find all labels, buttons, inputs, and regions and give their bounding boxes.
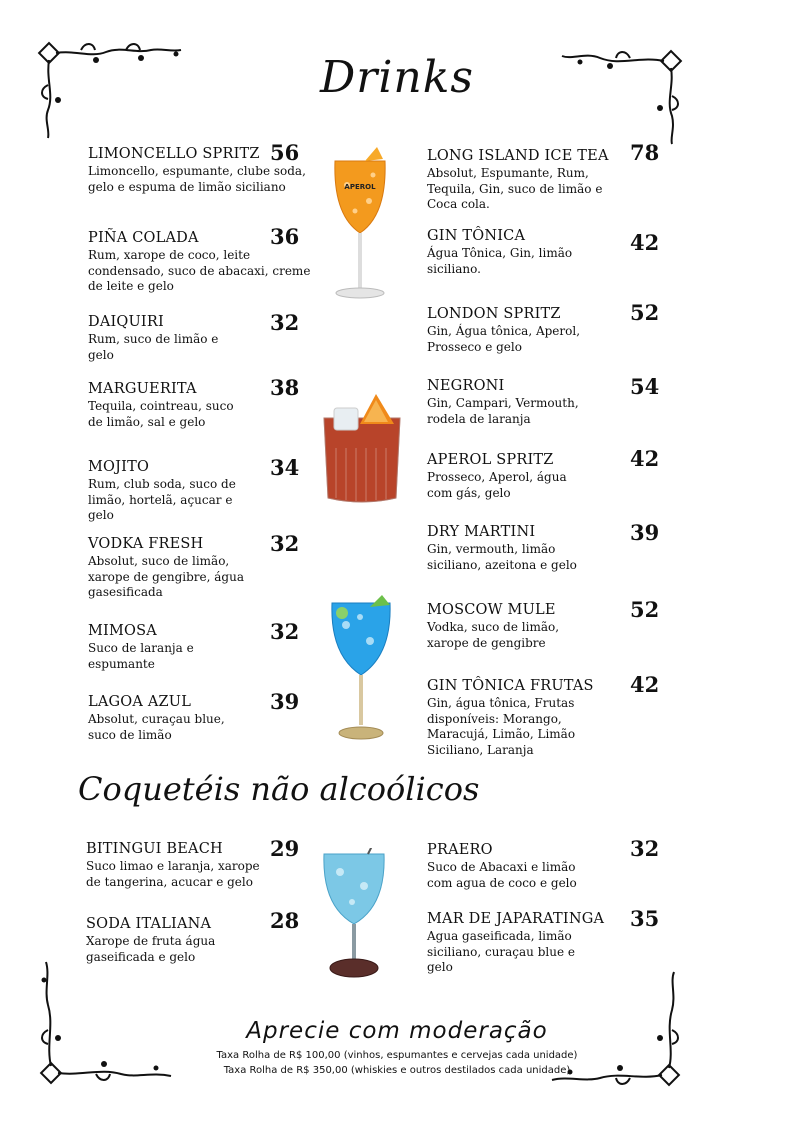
item-name: BITINGUI BEACH [86,841,223,857]
item-description: Xarope de fruta água gaseificada e gelo [86,934,216,964]
item-name: APEROL SPRITZ [427,452,554,468]
item-description: Limoncello, espumante, clube soda, gelo e espuma de limão siciliano [88,164,306,194]
item-name: DRY MARTINI [427,524,536,540]
soda-glass-icon [318,848,390,980]
negroni-glass-icon [316,388,408,510]
item-description: Rum, xarope de coco, leite condensado, suco de abacaxi, creme de leite e gelo [88,248,311,293]
item-price: 78 [630,140,660,165]
item-price: 42 [630,672,660,697]
item-description: Água Tônica, Gin, limão siciliano. [427,246,573,276]
item-description: Gin, vermouth, limão siciliano, azeitona e gelo [427,542,577,572]
item-description: Vodka, suco de limão, xarope de gengibre [427,620,560,650]
aperol-spritz-glass-icon [325,145,395,305]
item-description: Gin, Campari, Vermouth, rodela de laranja [427,396,579,426]
item-price: 32 [270,531,300,556]
item-name: MIMOSA [88,623,157,639]
item-name: DAIQUIRI [88,314,164,330]
item-name: PIÑA COLADA [88,230,199,246]
item-description: Agua gaseificada, limão siciliano, curaçau blue e gelo [427,929,575,974]
item-name: MOJITO [88,459,150,475]
moderation-title: Aprecie com moderação [246,1018,548,1044]
item-price: 32 [630,836,660,861]
item-price: 42 [630,230,660,255]
item-price: 28 [270,908,300,933]
item-name: LONG ISLAND ICE TEA [427,148,609,164]
item-description: Prosseco, Aperol, água com gás, gelo [427,470,567,500]
item-name: LAGOA AZUL [88,694,192,710]
item-description: Absolut, suco de limão, xarope de gengibre, água gasesificada [88,554,244,599]
item-price: 38 [270,375,300,400]
item-price: 32 [270,619,300,644]
item-price: 39 [270,689,300,714]
item-name: SODA ITALIANA [86,916,212,932]
item-name: GIN TÔNICA [427,228,526,244]
item-description: Rum, suco de limão e gelo [88,332,219,362]
item-name: MOSCOW MULE [427,602,556,618]
item-name: GIN TÔNICA FRUTAS [427,678,594,694]
lagoa-azul-glass-icon [326,595,396,745]
item-description: Tequila, cointreau, suco de limão, sal e gelo [88,399,234,429]
corkage-fee-spirits: Taxa Rolha de R$ 350,00 (whiskies e outros destilados cada unidade) [223,1065,571,1076]
glass-label: APEROL [344,183,376,191]
item-price: 29 [270,836,300,861]
item-price: 54 [630,374,660,399]
item-name: NEGRONI [427,378,505,394]
item-description: Suco de Abacaxi e limão com agua de coco e gelo [427,860,577,890]
item-price: 36 [270,224,300,249]
item-price: 52 [630,597,660,622]
item-name: VODKA FRESH [88,536,204,552]
item-price: 52 [630,300,660,325]
corkage-fee-wine: Taxa Rolha de R$ 100,00 (vinhos, espumantes e cervejas cada unidade) [216,1050,578,1061]
item-name: LONDON SPRITZ [427,306,561,322]
item-price: 39 [630,520,660,545]
section-title: Coquetéis não alcoólicos [78,770,480,808]
item-name: LIMONCELLO SPRITZ [88,146,260,162]
item-price: 32 [270,310,300,335]
item-description: Absolut, curaçau blue, suco de limão [88,712,225,742]
item-description: Gin, água tônica, Frutas disponíveis: Morango, Maracujá, Limão, Limão Siciliano, Laranja [427,696,576,757]
item-description: Suco de laranja e espumante [88,641,194,671]
item-price: 35 [630,906,660,931]
item-price: 56 [270,140,300,165]
item-name: MAR DE JAPARATINGA [427,911,605,927]
item-price: 34 [270,455,300,480]
item-description: Suco limao e laranja, xarope de tangerina, acucar e gelo [86,859,260,889]
item-description: Absolut, Espumante, Rum, Tequila, Gin, suco de limão e Coca cola. [427,166,603,211]
item-description: Rum, club soda, suco de limão, hortelã, açucar e gelo [88,477,236,522]
item-description: Gin, Água tônica, Aperol, Prosseco e gelo [427,324,581,354]
item-name: MARGUERITA [88,381,197,397]
item-name: PRAERO [427,842,493,858]
item-price: 42 [630,446,660,471]
page-title: Drinks [320,52,474,103]
